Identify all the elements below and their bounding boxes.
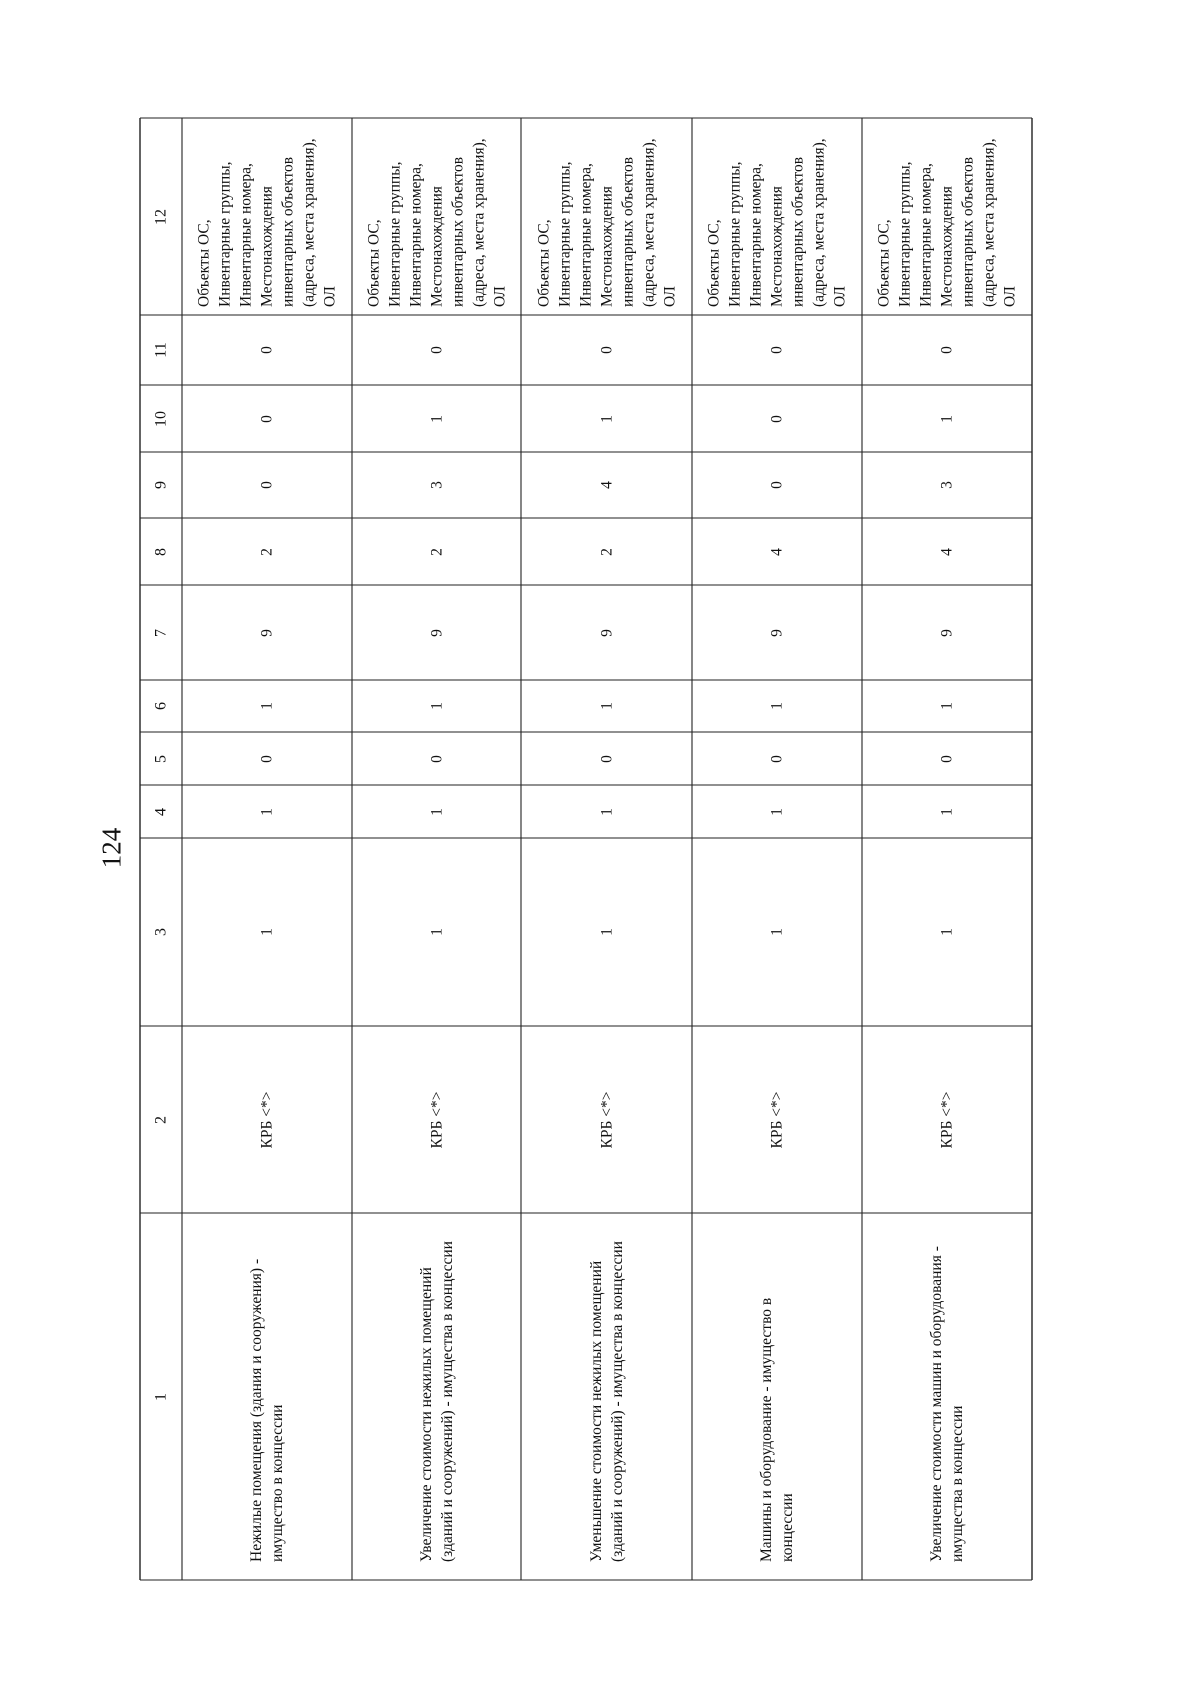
row-value: 4 — [598, 481, 615, 489]
table-cell — [521, 385, 692, 452]
row-value: 0 — [258, 414, 276, 423]
table-cell — [692, 385, 862, 452]
table-cell — [692, 680, 862, 732]
table-cell — [692, 785, 862, 838]
table-cell — [182, 518, 352, 585]
row-value: 1 — [938, 807, 956, 816]
row-value: 1 — [258, 807, 276, 816]
row-value: 2 — [598, 547, 615, 556]
table-cell — [521, 838, 692, 1026]
table-cell — [521, 315, 692, 385]
row-value: 1 — [598, 702, 615, 710]
row-analytics: Объекты ОС, Инвентарные группы, Инвентарные номера, Местонахождения инвентарных объектов (адреса, места хранения), ОЛ — [195, 137, 339, 307]
row-value: 0 — [768, 481, 786, 489]
table-cell — [352, 118, 521, 315]
header-cell — [140, 680, 182, 732]
table-cell — [862, 1026, 1032, 1213]
header-label: 4 — [152, 807, 170, 816]
table-cell — [182, 1213, 352, 1580]
row-analytics: Объекты ОС, Инвентарные группы, Инвентарные номера, Местонахождения инвентарных объектов (адреса, места хранения), ОЛ — [705, 137, 849, 307]
header-label: 10 — [152, 410, 170, 427]
table-cell — [521, 1213, 692, 1580]
row-code: КРБ <*> — [598, 1091, 615, 1148]
row-value: 1 — [258, 702, 276, 710]
table-cell — [182, 118, 352, 315]
table-cell — [521, 518, 692, 585]
table-cell — [182, 785, 352, 838]
header-label: 9 — [152, 481, 170, 489]
row-value: 9 — [768, 628, 786, 637]
table-cell — [182, 1026, 352, 1213]
header-cell — [140, 118, 182, 315]
row-value: 0 — [938, 754, 956, 763]
row-value: 1 — [938, 928, 956, 936]
header-label: 7 — [152, 628, 170, 637]
table-cell — [352, 785, 521, 838]
row-name: Нежилые помещения (здания и сооружения) - имущество в концессии — [248, 1258, 286, 1562]
row-value: 1 — [428, 928, 445, 936]
table-cell — [521, 118, 692, 315]
table-cell — [352, 732, 521, 785]
row-value: 1 — [598, 807, 615, 816]
row-value: 0 — [258, 754, 276, 763]
row-value: 4 — [938, 547, 956, 556]
table-cell — [521, 585, 692, 680]
row-value: 3 — [938, 481, 956, 489]
row-value: 1 — [258, 928, 276, 936]
row-value: 1 — [428, 702, 445, 710]
table-cell — [182, 452, 352, 518]
table-cell — [352, 518, 521, 585]
row-value: 9 — [938, 628, 956, 637]
row-value: 2 — [258, 547, 276, 556]
row-value: 1 — [428, 414, 445, 423]
row-analytics: Объекты ОС, Инвентарные группы, Инвентарные номера, Местонахождения инвентарных объектов (адреса, места хранения), ОЛ — [875, 137, 1019, 307]
table-cell — [862, 732, 1032, 785]
row-name: Машины и оборудование - имущество в концессии — [758, 1297, 796, 1562]
row-value: 1 — [428, 807, 445, 816]
table-cell — [692, 118, 862, 315]
table-cell — [862, 518, 1032, 585]
row-value: 9 — [428, 628, 445, 637]
header-label: 2 — [152, 1115, 170, 1124]
row-name: Увеличение стоимости машин и оборудования - имущества в концессии — [928, 1245, 966, 1562]
table-cell — [182, 585, 352, 680]
header-cell — [140, 585, 182, 680]
header-label: 12 — [152, 208, 170, 225]
table-cell — [182, 385, 352, 452]
row-value: 0 — [428, 346, 445, 354]
table-cell — [352, 315, 521, 385]
table-cell — [182, 838, 352, 1026]
row-value: 0 — [258, 481, 276, 489]
row-code: КРБ <*> — [428, 1091, 445, 1148]
table-cell — [862, 838, 1032, 1026]
row-value: 0 — [768, 754, 786, 763]
table-cell — [692, 732, 862, 785]
header-cell — [140, 1026, 182, 1213]
row-code: КРБ <*> — [938, 1091, 956, 1148]
row-value: 1 — [598, 414, 615, 423]
row-value: 3 — [428, 481, 445, 489]
header-cell — [140, 315, 182, 385]
table-cell — [521, 680, 692, 732]
header-cell — [140, 518, 182, 585]
header-label: 6 — [152, 702, 170, 710]
table-cell — [182, 680, 352, 732]
header-cell — [140, 732, 182, 785]
header-label: 1 — [152, 1392, 170, 1401]
row-value: 1 — [768, 807, 786, 816]
header-label: 5 — [152, 754, 170, 763]
row-code: КРБ <*> — [258, 1091, 276, 1148]
header-label: 11 — [152, 342, 170, 358]
row-value: 0 — [598, 754, 615, 763]
table-cell — [182, 315, 352, 385]
row-value: 1 — [598, 928, 615, 936]
table-cell — [352, 385, 521, 452]
table-cell — [692, 838, 862, 1026]
header-cell — [140, 385, 182, 452]
row-value: 0 — [428, 754, 445, 763]
table-cell — [521, 785, 692, 838]
header-cell — [140, 452, 182, 518]
row-value: 1 — [938, 702, 956, 710]
row-value: 0 — [258, 346, 276, 354]
header-label: 8 — [152, 547, 170, 556]
row-value: 9 — [258, 628, 276, 637]
table-cell — [862, 785, 1032, 838]
table-cell — [862, 315, 1032, 385]
row-value: 1 — [768, 702, 786, 710]
table-cell — [352, 1213, 521, 1580]
row-value: 1 — [768, 928, 786, 936]
row-value: 0 — [768, 346, 786, 354]
table-cell — [862, 585, 1032, 680]
table-cell — [352, 680, 521, 732]
row-analytics: Объекты ОС, Инвентарные группы, Инвентарные номера, Местонахождения инвентарных объектов (адреса, места хранения), ОЛ — [535, 137, 678, 307]
table-cell — [862, 680, 1032, 732]
header-cell — [140, 785, 182, 838]
row-value: 1 — [938, 414, 956, 423]
table-cell — [862, 1213, 1032, 1580]
table-cell — [862, 118, 1032, 315]
header-cell — [140, 1213, 182, 1580]
table-cell — [862, 452, 1032, 518]
table-cell — [352, 452, 521, 518]
table-cell — [521, 1026, 692, 1213]
table-cell — [182, 732, 352, 785]
row-value: 0 — [768, 414, 786, 423]
row-value: 0 — [598, 346, 615, 354]
table-cell — [692, 452, 862, 518]
table-cell — [352, 838, 521, 1026]
header-cell — [140, 838, 182, 1026]
row-value: 9 — [598, 628, 615, 637]
table-cell — [692, 1026, 862, 1213]
table-cell — [692, 1213, 862, 1580]
row-name: Увеличение стоимости нежилых помещений (зданий и сооружений) - имущества в концессии — [417, 1240, 456, 1562]
header-label: 3 — [152, 928, 170, 936]
row-value: 2 — [428, 547, 445, 556]
table-cell — [352, 585, 521, 680]
row-name: Уменьшение стоимости нежилых помещений (зданий и сооружений) - имущества в концессии — [587, 1240, 626, 1562]
row-value: 0 — [938, 346, 956, 354]
table-cell — [692, 315, 862, 385]
table-cell — [862, 385, 1032, 452]
table-cell — [692, 518, 862, 585]
table-cell — [521, 452, 692, 518]
table-cell — [692, 585, 862, 680]
row-analytics: Объекты ОС, Инвентарные группы, Инвентарные номера, Местонахождения инвентарных объектов (адреса, места хранения), ОЛ — [365, 137, 508, 307]
table-cell — [521, 732, 692, 785]
row-code: КРБ <*> — [768, 1091, 786, 1148]
table-cell — [352, 1026, 521, 1213]
page-number-text: 124 — [96, 827, 127, 869]
row-value: 4 — [768, 547, 786, 556]
